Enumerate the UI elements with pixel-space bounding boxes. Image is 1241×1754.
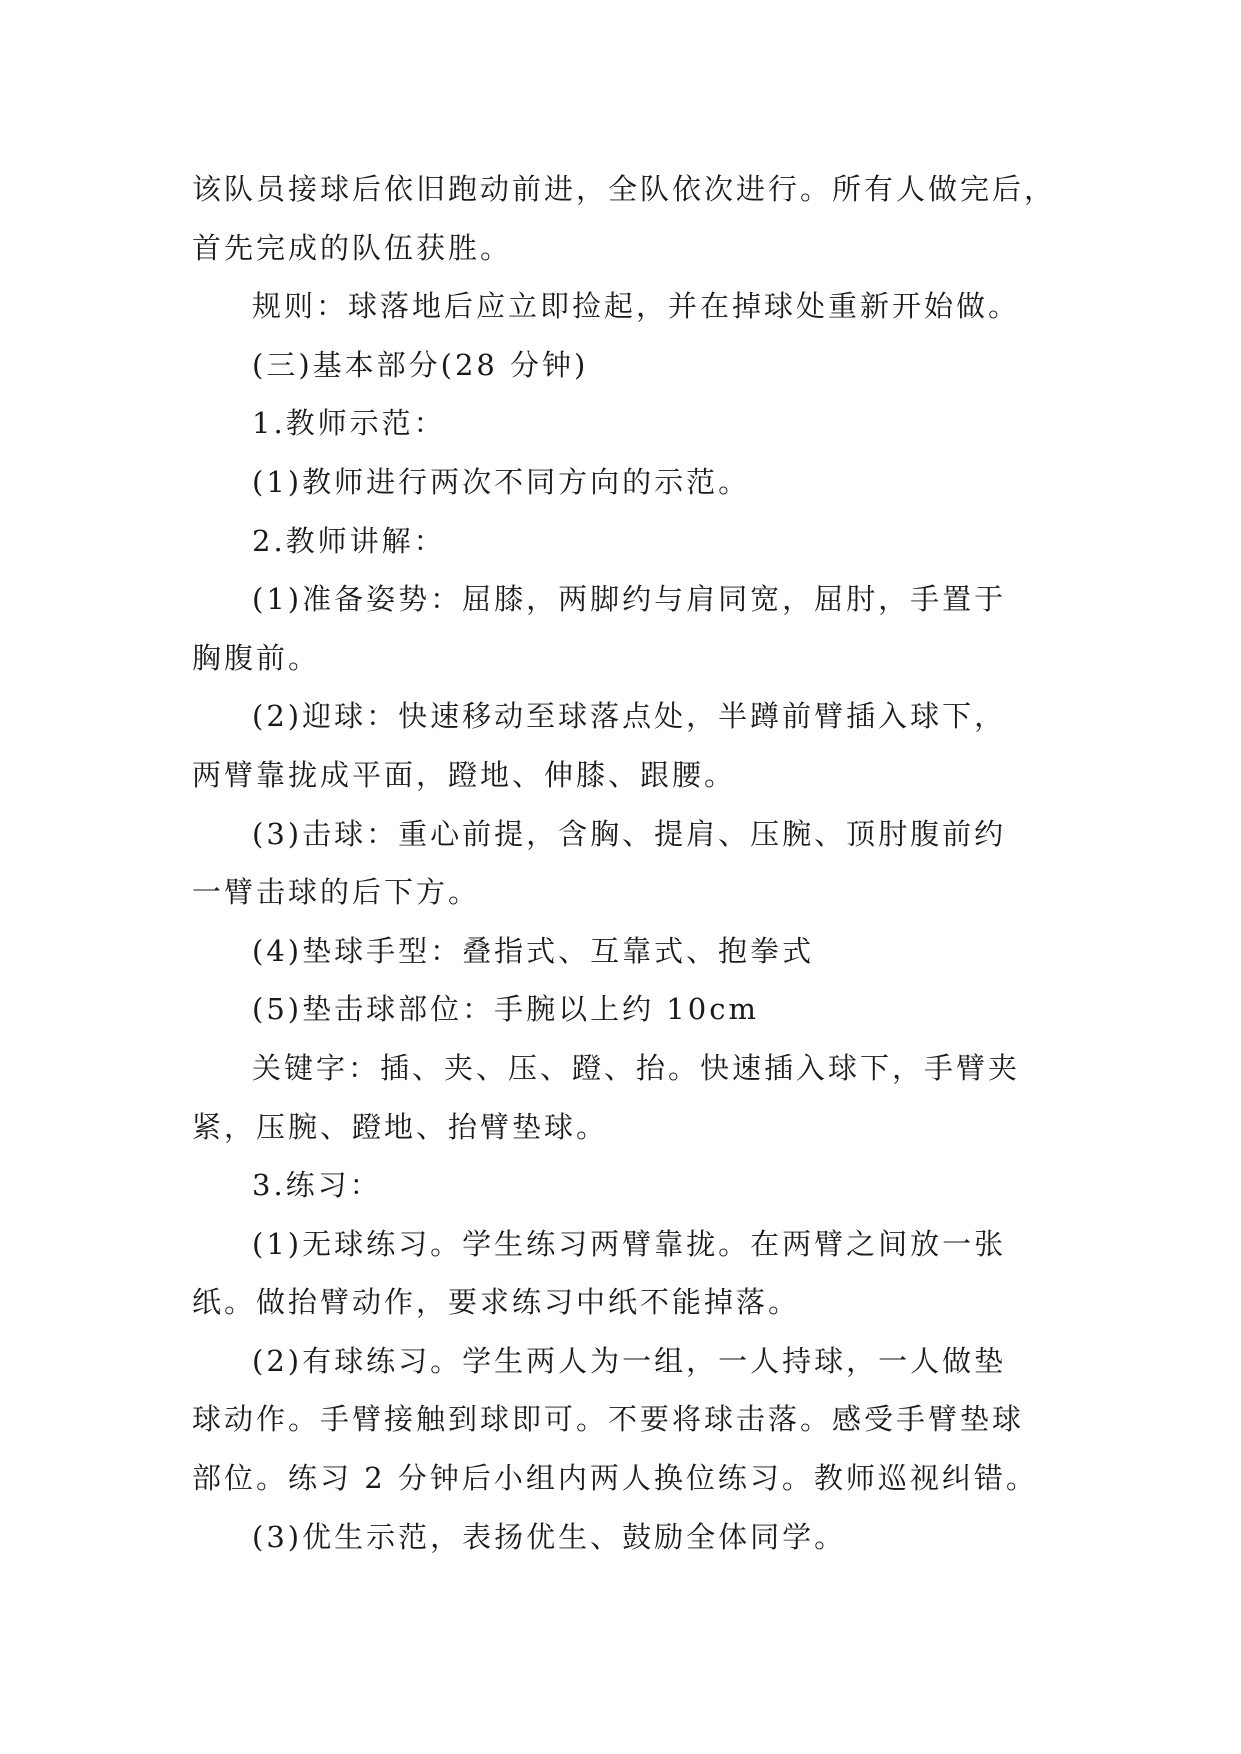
paragraph — [192, 1508, 1072, 1567]
text-line: (三)基本部分(28 分钟) — [252, 347, 589, 382]
text-line: 一臂击球的后下方。 — [192, 875, 481, 910]
text-line: 该队员接球后依旧跑动前进，全队依次进行。所有人做完后， — [192, 172, 1057, 206]
text-line: (3)击球：重心前提，含胸、提肩、压腕、顶肘腹前约 — [252, 816, 1007, 851]
paragraph — [192, 687, 1072, 804]
text-line: (2)有球练习。学生两人为一组，一人持球，一人做垫 — [252, 1343, 1007, 1378]
paragraph — [192, 394, 1072, 453]
text-line: (4)垫球手型：叠指式、互靠式、抱拳式 — [252, 933, 815, 968]
text-line: (3)优生示范，表扬优生、鼓励全体同学。 — [252, 1519, 847, 1554]
text-line: 首先完成的队伍获胜。 — [192, 230, 513, 265]
text-line: 两臂靠拢成平面，蹬地、伸膝、跟腰。 — [192, 757, 737, 792]
text-line: 3.练习： — [252, 1168, 382, 1203]
document-body — [192, 160, 1072, 1566]
paragraph — [192, 1039, 1072, 1156]
text-line: 紧，压腕、蹬地、抬臂垫球。 — [192, 1109, 609, 1144]
text-line: 球动作。手臂接触到球即可。不要将球击落。感受手臂垫球 — [192, 1402, 1025, 1437]
paragraph — [192, 922, 1072, 981]
paragraph — [192, 453, 1072, 512]
paragraph — [192, 570, 1072, 687]
paragraph — [192, 805, 1072, 922]
text-line: 2.教师讲解： — [252, 523, 446, 558]
paragraph — [192, 1156, 1072, 1215]
text-line: (5)垫击球部位：手腕以上约 10cm — [252, 992, 759, 1027]
text-line: 关键字：插、夹、压、蹬、抬。快速插入球下，手臂夹 — [252, 1050, 1021, 1085]
text-line: (2)迎球：快速移动至球落点处，半蹲前臂插入球下， — [252, 699, 1007, 734]
paragraph — [192, 1215, 1072, 1332]
paragraph — [192, 277, 1072, 336]
text-line: 纸。做抬臂动作，要求练习中纸不能掉落。 — [192, 1285, 801, 1320]
text-line: 规则：球落地后应立即捡起，并在掉球处重新开始做。 — [252, 289, 1021, 324]
paragraph — [192, 512, 1072, 571]
paragraph — [192, 980, 1072, 1039]
text-line: (1)准备姿势：屈膝，两脚约与肩同宽，屈肘，手置于 — [252, 582, 1007, 617]
paragraph — [192, 336, 1072, 395]
text-line: (1)教师进行两次不同方向的示范。 — [252, 464, 751, 499]
text-line: 1.教师示范： — [252, 406, 446, 441]
text-line: (1)无球练习。学生练习两臂靠拢。在两臂之间放一张 — [252, 1226, 1007, 1261]
text-line: 部位。练习 2 分钟后小组内两人换位练习。教师巡视纠错。 — [192, 1461, 1038, 1496]
paragraph — [192, 1332, 1072, 1508]
paragraph — [192, 160, 1072, 277]
text-line: 胸腹前。 — [192, 640, 321, 675]
